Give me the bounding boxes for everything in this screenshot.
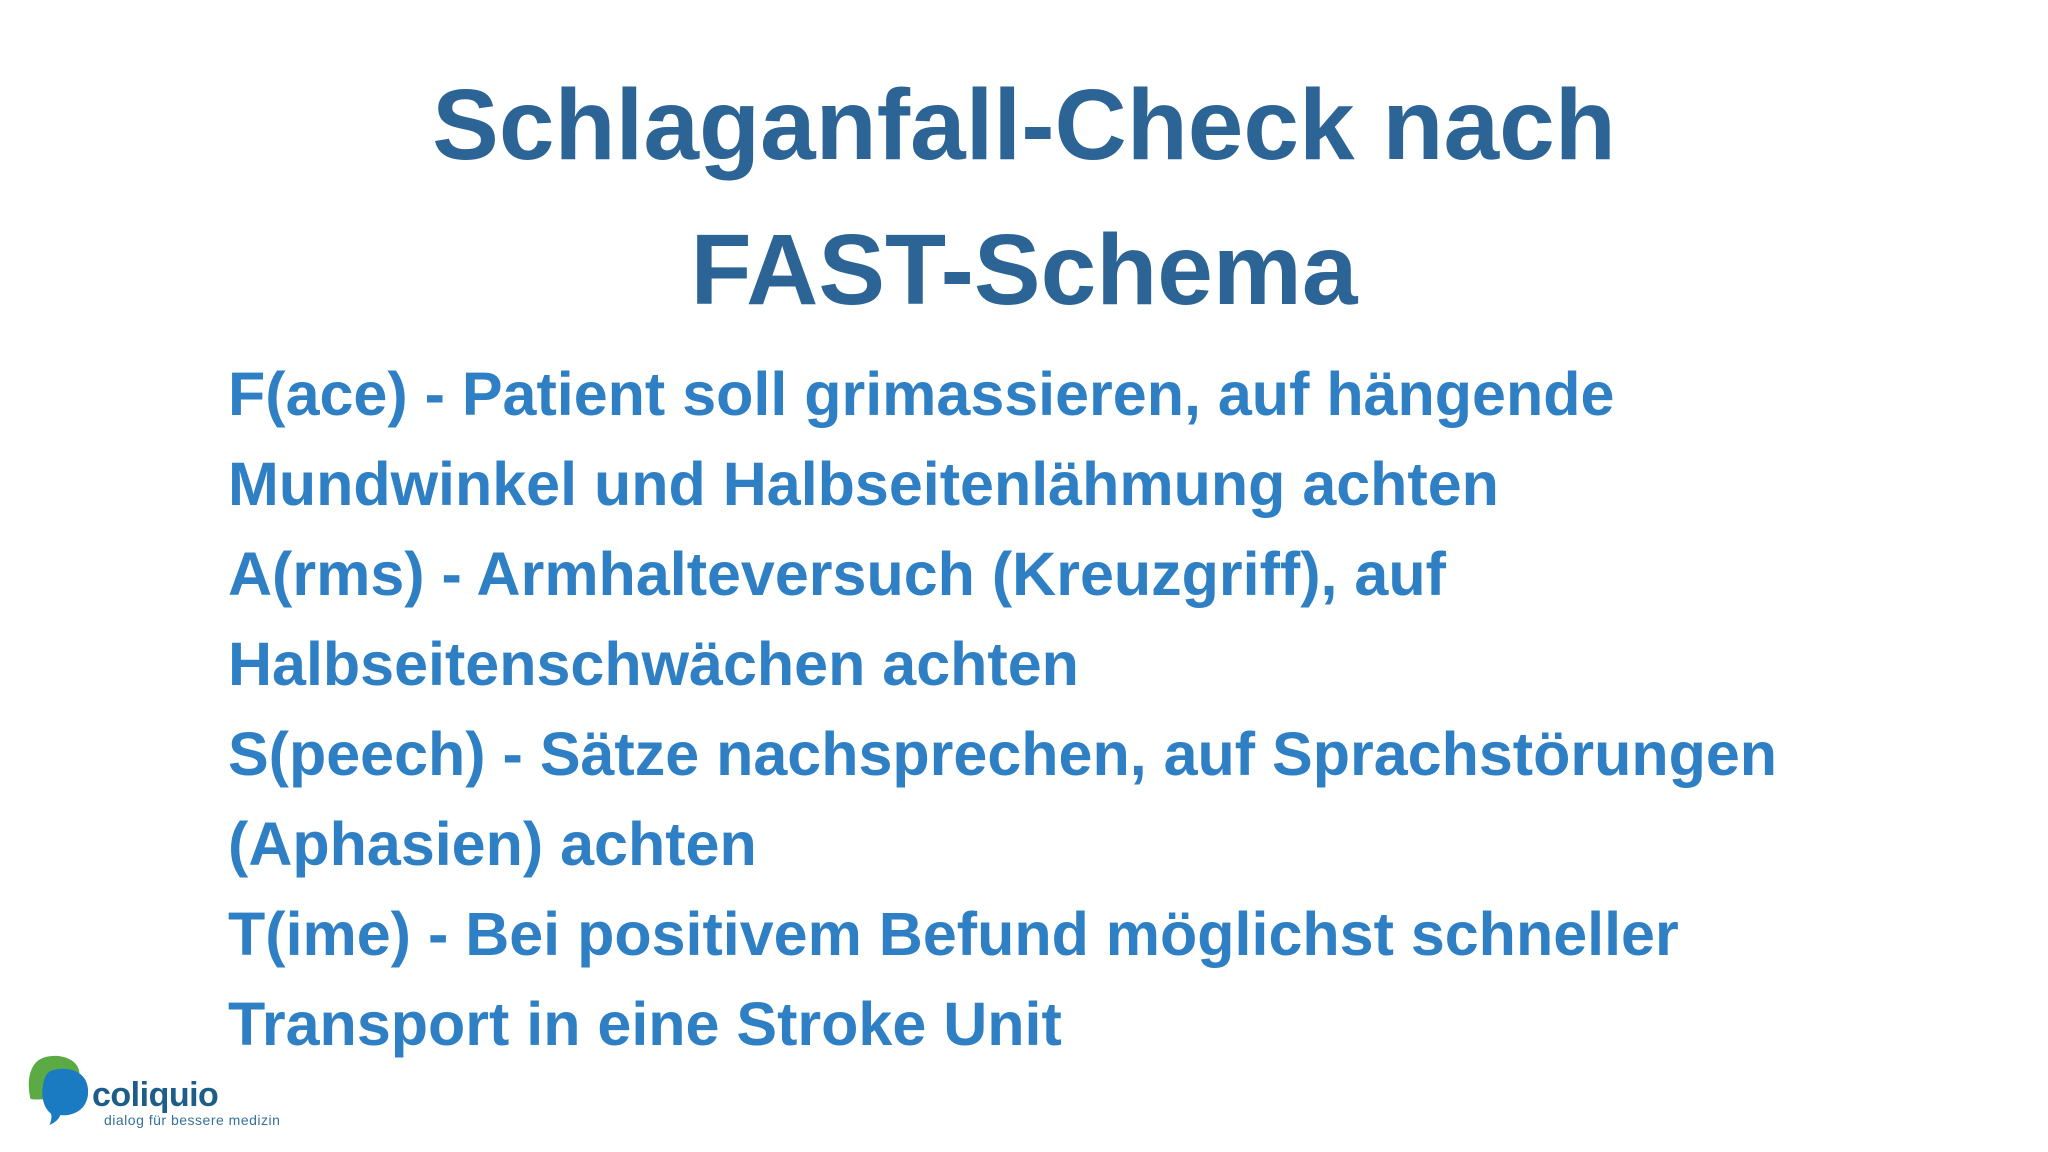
fast-item-face-line-2: Mundwinkel und Halbseitenlähmung achten: [228, 450, 1499, 518]
fast-item-time-line-2: Transport in eine Stroke Unit: [228, 990, 1062, 1058]
logo-tagline: dialog für bessere medizin: [104, 1112, 281, 1128]
title-line-2: FAST-Schema: [690, 214, 1358, 326]
coliquio-logo: [27, 1055, 327, 1152]
fast-item-face-line-1: F(ace) - Patient soll grimassieren, auf hängende: [228, 360, 1615, 428]
fast-checklist: [228, 349, 1777, 1069]
fast-item-arms-line-2: Halbseitenschwächen achten: [228, 630, 1079, 698]
fast-item-arms-line-1: A(rms) - Armhalteversuch (Kreuzgriff), auf: [228, 540, 1446, 608]
fast-item-time-line-1: T(ime) - Bei positivem Befund möglichst schneller: [228, 900, 1679, 968]
logo-wordmark: coliquio: [92, 1076, 219, 1114]
title-line-1: Schlaganfall-Check nach: [432, 69, 1616, 181]
fast-item-speech-line-2: (Aphasien) achten: [228, 810, 757, 878]
fast-item-speech-line-1: S(peech) - Sätze nachsprechen, auf Sprachstörungen: [228, 720, 1778, 788]
coliquio-logo-icon: [27, 1055, 88, 1125]
logo-blue-speech-bubble-icon: [42, 1069, 88, 1125]
page-title: [0, 53, 2048, 343]
